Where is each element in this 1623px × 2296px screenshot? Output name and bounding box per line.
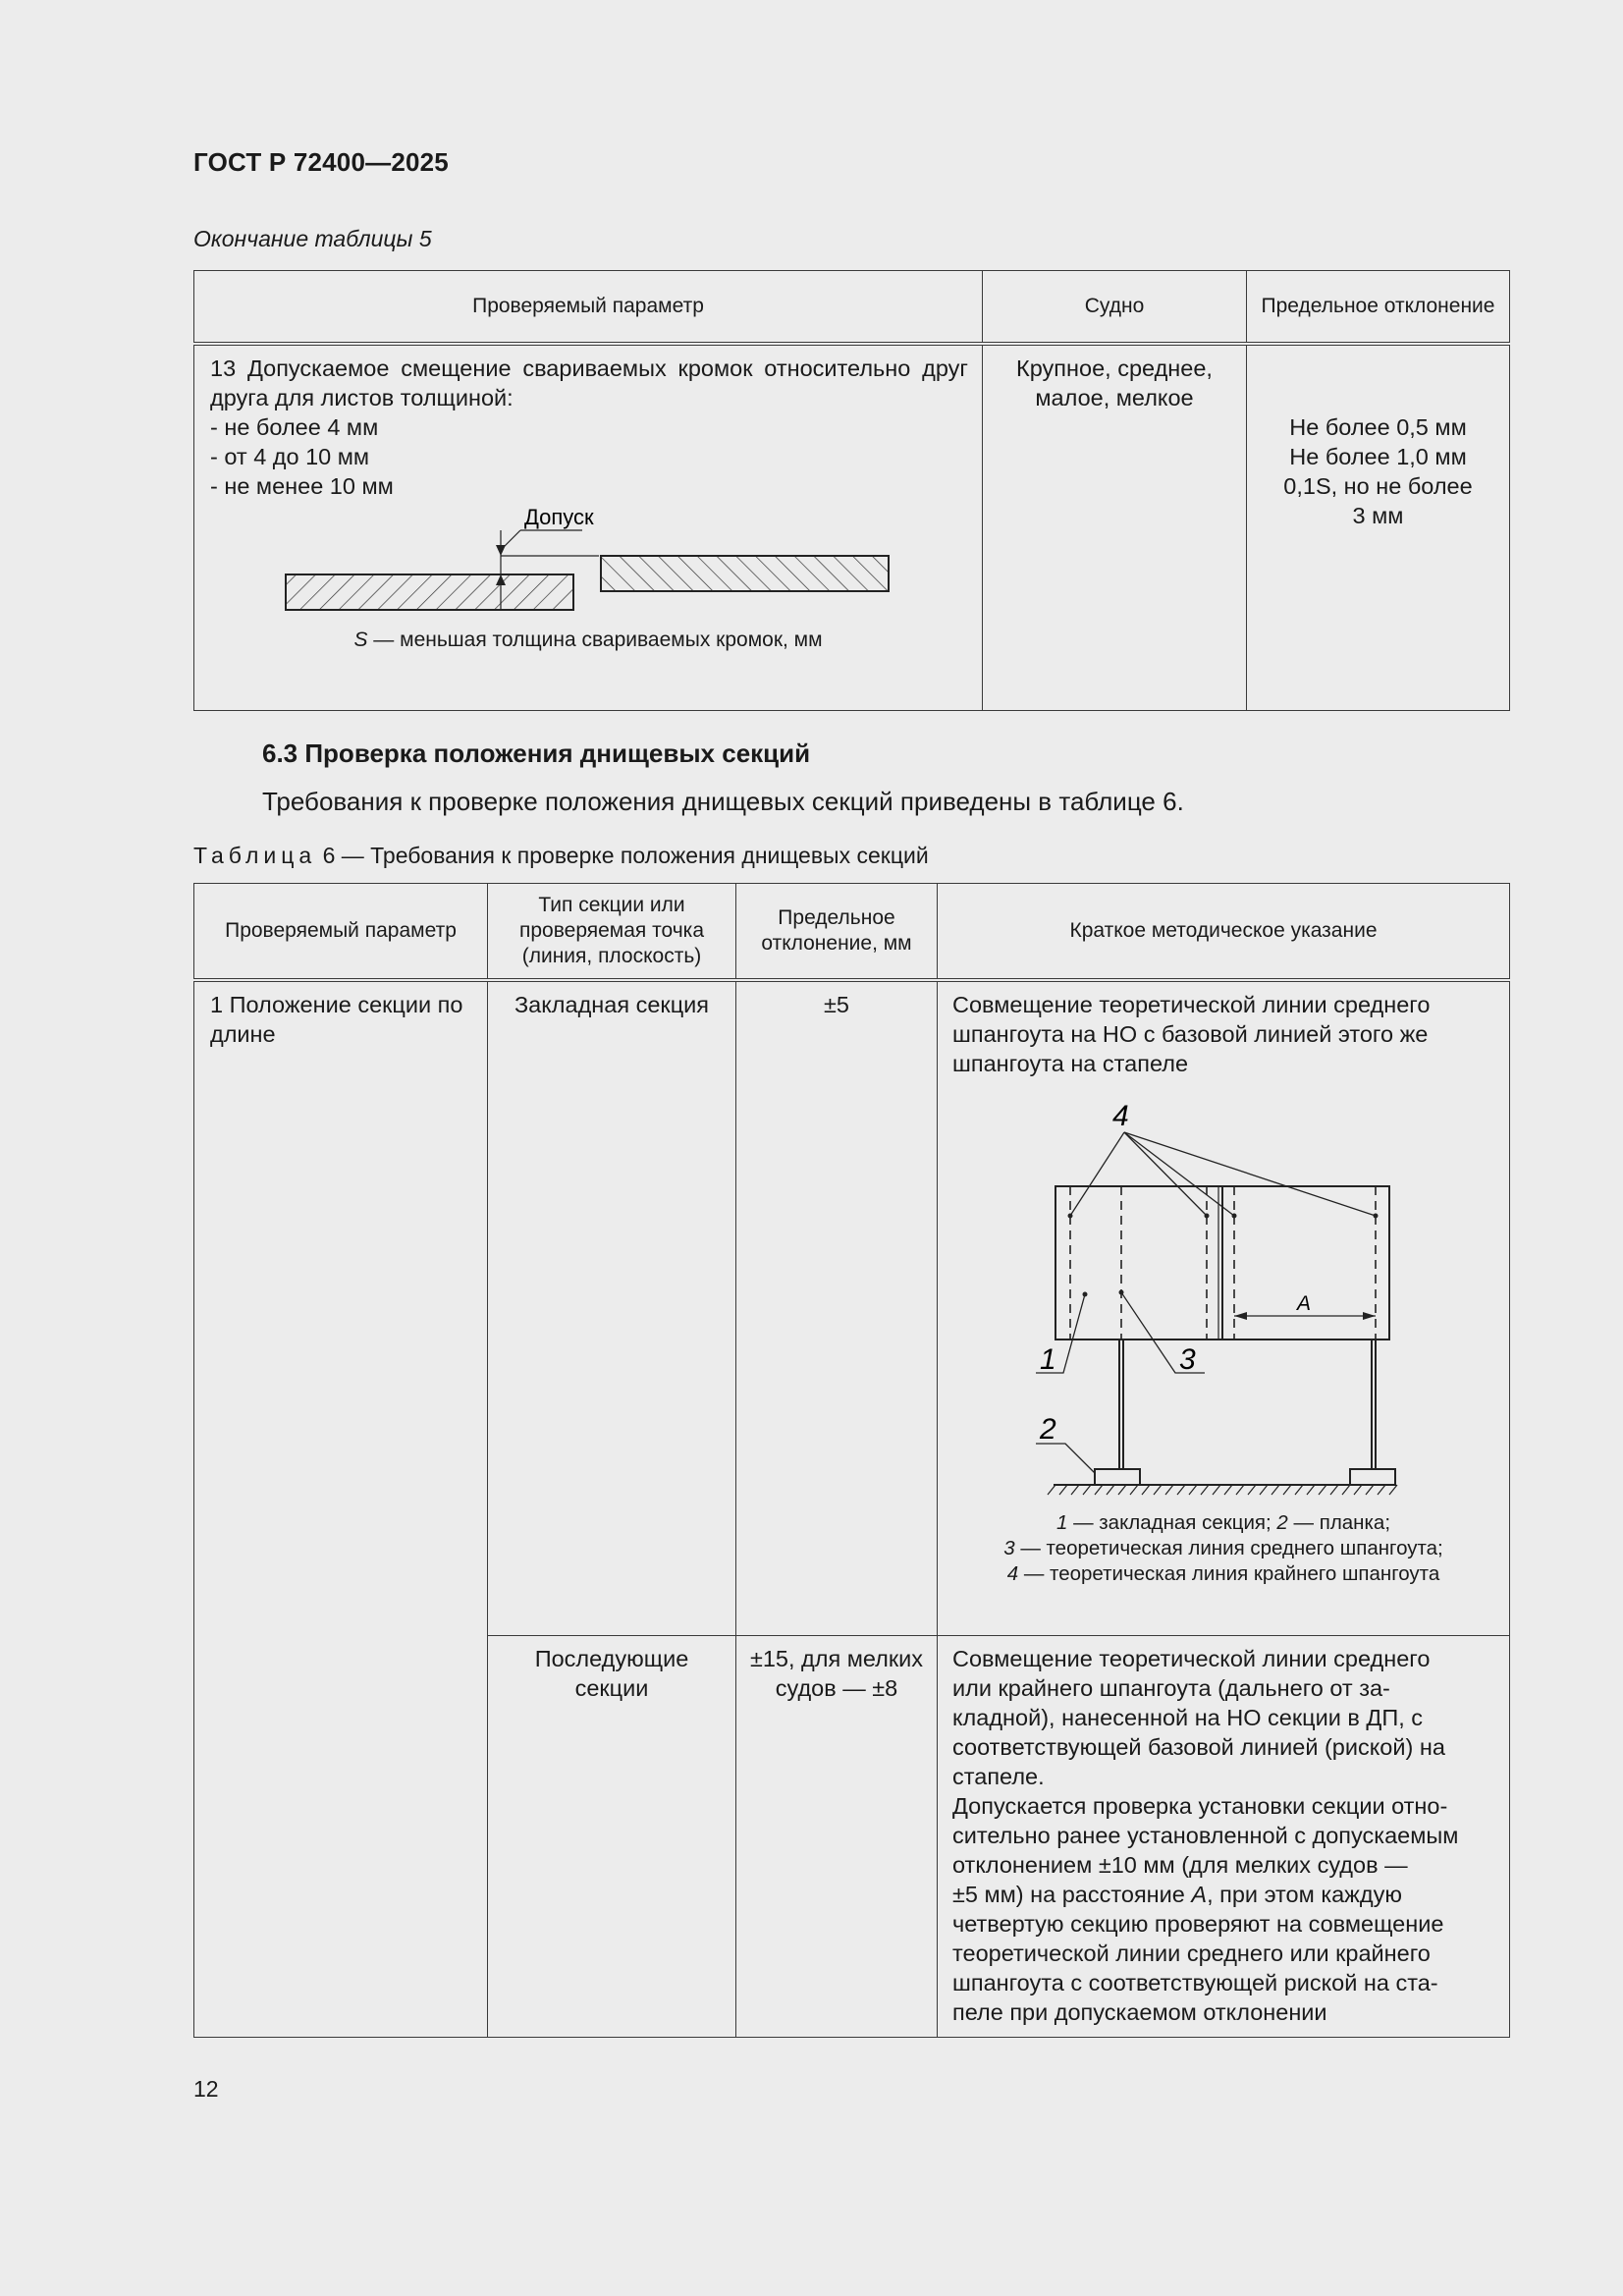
method-line: теоретической линии среднего или крайнего	[952, 1941, 1431, 1966]
parameter-text: 1 Положение секции по длине	[210, 991, 463, 1047]
table-caption-text: 6 — Требования к проверке положения днищевых секций	[316, 843, 929, 868]
parameter-text: 13 Допускаемое смещение свариваемых кромок относительно друг друга для листов толщиной:	[210, 355, 968, 410]
figure-note-variable: S	[353, 628, 368, 651]
column-header-section-type: Тип секции или проверяемая точка (линия, плоскость)	[488, 884, 736, 980]
caption-number: 4	[1006, 1561, 1019, 1585]
column-header-deviation: Предельное отклонение, мм	[736, 884, 938, 980]
caption-text: — теоретическая линия крайнего шпангоута	[1018, 1561, 1440, 1585]
method-line	[952, 1880, 1501, 1909]
table-5	[193, 270, 1510, 711]
figure-note-text: — меньшая толщина свариваемых кромок, мм	[367, 628, 823, 651]
deviation-value: Не более 0,5 мм	[1289, 413, 1467, 440]
method-line-part: ±5 мм) на расстояние	[952, 1882, 1192, 1907]
caption-number: 1	[1055, 1510, 1068, 1534]
method-variable: A	[1191, 1882, 1208, 1907]
method-line: шпангоута с соответствующей риской на ста-	[952, 1970, 1438, 1995]
ship-type: Крупное, среднее, малое, мелкое	[1016, 355, 1213, 410]
column-header-parameter: Проверяемый параметр	[194, 884, 488, 980]
table-6	[193, 883, 1510, 2038]
column-header-deviation: Предельное отклонение	[1247, 271, 1510, 344]
table-continuation-label: Окончание таблицы 5	[193, 226, 432, 251]
method-line: соответствующей базовой линией (риской) на	[952, 1734, 1445, 1760]
section-heading: 6.3 Проверка положения днищевых секций	[262, 738, 811, 768]
method-line: стапеле.	[952, 1764, 1045, 1789]
caption-number: 3	[1003, 1536, 1015, 1559]
cell-section-type	[488, 1636, 736, 2038]
method-line: кладной), нанесенной на НО секции в ДП, с	[952, 1705, 1424, 1730]
table-caption-label: Таблица	[193, 843, 317, 868]
cell-parameter	[194, 344, 983, 711]
caption-number: 2	[1276, 1510, 1288, 1534]
cell-deviation	[736, 1636, 938, 2038]
cell-method	[938, 980, 1510, 1636]
caption-text: — планка;	[1287, 1510, 1391, 1534]
cell-deviation	[1247, 344, 1510, 711]
figure-caption-line	[938, 1510, 1509, 1536]
method-line: Допускается проверка установки секции отно-	[952, 1793, 1448, 1819]
caption-text: — теоретическая линия среднего шпангоута;	[1014, 1536, 1443, 1559]
caption-text: — закладная секция;	[1067, 1510, 1277, 1534]
cell-method	[938, 1636, 1510, 2038]
method-line: или крайнего шпангоута (дальнего от за-	[952, 1675, 1390, 1701]
deviation-value: 0,1S, но не более	[1283, 472, 1473, 499]
figure-label-3: 3	[1179, 1342, 1196, 1376]
document-header: ГОСТ Р 72400—2025	[193, 147, 449, 177]
deviation-value: Не более 1,0 мм	[1289, 443, 1467, 469]
cell-ship	[983, 344, 1247, 711]
method-line: Совмещение теоретической линии среднего	[952, 1646, 1431, 1671]
deviation-value: ±5	[824, 991, 849, 1017]
figure-note	[194, 629, 982, 652]
column-header-method: Краткое методическое указание	[938, 884, 1510, 980]
method-line: пеле при допускаемом отклонении	[952, 1999, 1327, 2025]
method-line: сительно ранее установленной с допускаемым	[952, 1823, 1459, 1848]
method-text: Совмещение теоретической линии среднего шпангоута на НО с базовой линией этого же шпангоута на стапеле	[952, 991, 1431, 1076]
parameter-item: - не менее 10 мм	[210, 472, 394, 499]
page-number: 12	[193, 2076, 219, 2102]
weld-edge-offset-figure	[194, 501, 980, 629]
cell-parameter	[194, 980, 488, 2038]
cell-section-type	[488, 980, 736, 1636]
figure-caption-line	[938, 1536, 1509, 1561]
figure-label-tolerance: Допуск	[524, 504, 594, 529]
figure-label-4: 4	[1112, 1099, 1129, 1132]
deviation-value: ±15, для мелких судов — ±8	[749, 1646, 924, 1701]
figure-caption-line	[938, 1561, 1509, 1587]
column-header-ship: Судно	[983, 271, 1247, 344]
table-6-caption	[193, 843, 929, 869]
cell-deviation	[736, 980, 938, 1636]
method-text	[938, 1636, 1509, 2027]
section-paragraph: Требования к проверке положения днищевых секций приведены в таблице 6.	[262, 787, 1184, 816]
deviation-value: 3 мм	[1352, 502, 1404, 528]
figure-label-1: 1	[1040, 1342, 1056, 1376]
figure-caption	[938, 1510, 1509, 1587]
method-line: отклонением ±10 мм (для мелких судов —	[952, 1852, 1408, 1878]
column-header-parameter: Проверяемый параметр	[194, 271, 983, 344]
bottom-section-figure	[938, 1078, 1507, 1510]
figure-label-2: 2	[1040, 1412, 1056, 1446]
section-type: Последующие секции	[534, 1646, 689, 1701]
figure-label-a: A	[1297, 1291, 1312, 1315]
parameter-item: - от 4 до 10 мм	[210, 443, 370, 469]
section-type: Закладная секция	[514, 991, 710, 1017]
method-line-part: , при этом каждую	[1207, 1882, 1402, 1907]
method-line: четвертую секцию проверяют на совмещение	[952, 1911, 1444, 1937]
parameter-item: - не более 4 мм	[210, 413, 379, 440]
